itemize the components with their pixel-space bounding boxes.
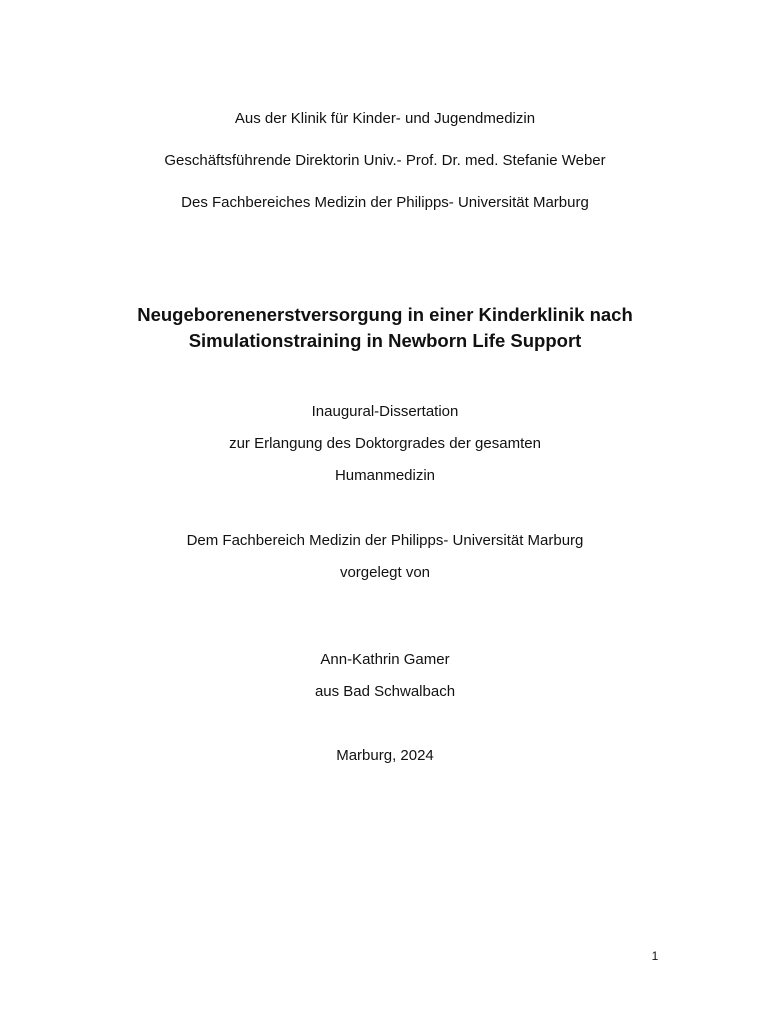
dissertation-type: Inaugural-Dissertation: [311, 403, 459, 420]
dissertation-title-line-2: Simulationstraining in Newborn Life Support: [188, 330, 582, 351]
page-number: 1: [651, 949, 659, 963]
author-origin: aus Bad Schwalbach: [314, 683, 456, 700]
dissertation-purpose-line-1: zur Erlangung des Doktorgrades der gesamten: [229, 435, 541, 452]
dissertation-purpose-line-2: Humanmedizin: [334, 467, 436, 484]
author-name: Ann-Kathrin Gamer: [320, 651, 450, 668]
dissertation-title-line-1: Neugeborenenerstversorgung in einer Kinderklinik nach: [137, 304, 633, 325]
place-and-year: Marburg, 2024: [336, 747, 434, 764]
clinic-line: Aus der Klinik für Kinder- und Jugendmedizin: [234, 110, 536, 127]
director-line: Geschäftsführende Direktorin Univ.- Prof. Dr. med. Stefanie Weber: [164, 152, 606, 169]
submission-faculty: Dem Fachbereich Medizin der Philipps- Universität Marburg: [186, 532, 584, 549]
faculty-line: Des Fachbereiches Medizin der Philipps- Universität Marburg: [181, 194, 589, 211]
submitted-by-label: vorgelegt von: [339, 564, 431, 581]
